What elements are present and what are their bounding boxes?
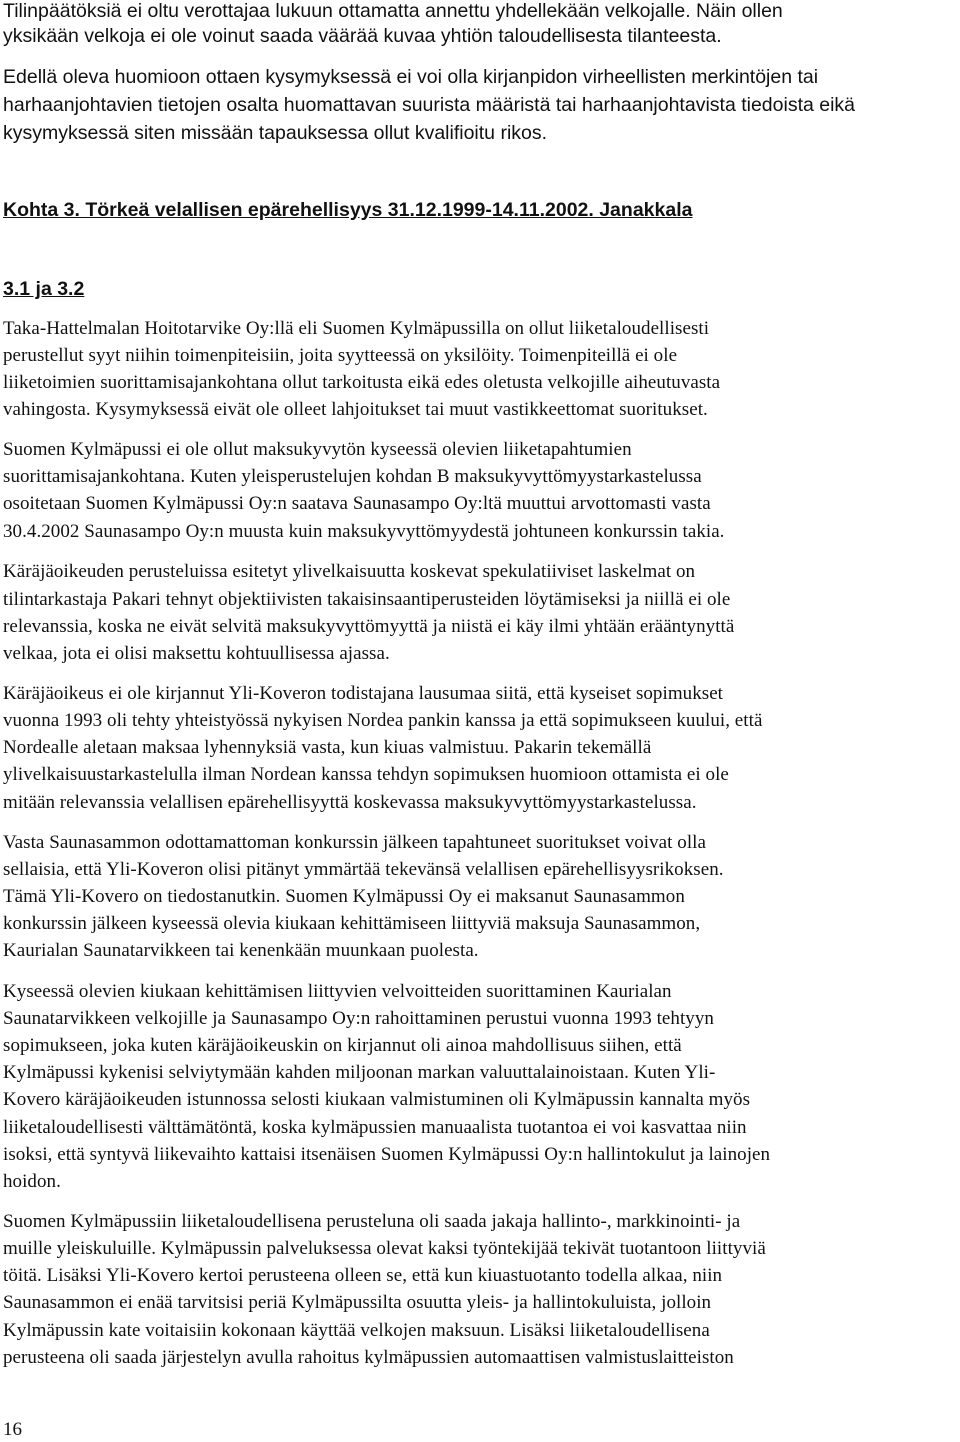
intro-line: Tilinpäätöksiä ei oltu verottajaa lukuun ottamatta annettu yhdellekään velkojalle. Näin ollen [3,0,783,22]
body-line: vahingosta. Kysymyksessä eivät ole olleet lahjoitukset tai muut vastikkeettomat suoritukset. [3,399,708,420]
body-line: Suomen Kylmäpussiin liiketaloudellisena perusteluna oli saada jakaja hallinto-, markkinointi- ja [3,1211,741,1232]
body-line: Kylmäpussin kate voitaisiin kokonaan käyttää velkojen maksuun. Lisäksi liiketaloudellisena [3,1320,710,1341]
body-line: liiketaloudellisesti välttämätöntä, koska kylmäpussien manuaalista tuotantoa ei voi kasvattaa niin [3,1117,747,1138]
body-line: perusteena oli saada järjestelyn avulla rahoitus kylmäpussien automaattisen valmistuslaitteiston [3,1347,734,1368]
body-line: Kovero käräjäoikeuden istunnossa selosti kiukaan valmistuminen oli Kylmäpussin kannalta myös [3,1089,751,1110]
intro-line: harhaanjohtavien tietojen osalta huomattavan suurista määristä tai harhaanjohtavista tiedoista eikä [3,94,856,116]
body-line: isoksi, että syntyvä liikevaihto kattaisi itsenäisen Suomen Kylmäpussi Oy:n hallintokulut ja lainojen [3,1144,771,1165]
body-line: Kyseessä olevien kiukaan kehittämisen liittyvien velvoitteiden suorittaminen Kaurialan [3,981,672,1002]
intro-line: kysymyksessä siten missään tapauksessa ollut kvalifioitu rikos. [3,122,548,144]
body-line: velkaa, jota ei olisi maksettu kohtuullisessa ajassa. [3,643,390,664]
body-line: perustellut syyt niihin toimenpiteisiin, joita syytteessä on yksilöity. Toimenpiteillä ei ole [3,345,678,366]
body-line: 30.4.2002 Saunasampo Oy:n muusta kuin maksukyvyttömyydestä johtuneen konkurssin takia. [3,521,725,542]
body-line: töitä. Lisäksi Yli-Kovero kertoi perusteena olleen se, että kun kiuastuotanto todella alkaa, niin [3,1265,723,1286]
body-line: tilintarkastaja Pakari tehnyt objektiivisten takaisinsaantiperusteiden löytämiseksi ja niillä ei ole [3,589,731,610]
body-line: Kylmäpussi kykenisi selviytymään kahden miljoonan markan valuuttalainoistaan. Kuten Yli- [3,1062,716,1083]
body-line: sellaisia, että Yli-Koveron olisi pitänyt ymmärtää tekevänsä velallisen epärehellisyysrikoksen. [3,859,724,880]
body-line: suorittamisajankohtana. Kuten yleisperustelujen kohdan B maksukyvyttömyystarkastelussa [3,466,702,487]
body-line: Tämä Yli-Kovero on tiedostanutkin. Suomen Kylmäpussi Oy ei maksanut Saunasammon [3,886,685,907]
body-line: vuonna 1993 oli tehty yhteistyössä nykyisen Nordea pankin kanssa ja että sopimukseen kuului, että [3,710,763,731]
body-line: konkurssin jälkeen kyseessä olevia kiukaan kehittämiseen liittyviä maksuja Saunasammon, [3,913,701,934]
body-line: Käräjäoikeus ei ole kirjannut Yli-Koveron todistajana lausumaa siitä, että kyseiset sopimukset [3,683,724,704]
intro-line: yksikään velkoja ei ole voinut saada väärää kuvaa yhtiön taloudellisesta tilanteesta. [3,25,722,47]
body-line: Saunasammon ei enää tarvitsisi periä Kylmäpussilta osuutta yleis- ja hallintokuluista, jolloin [3,1292,712,1313]
body-line: Nordealle aletaan maksaa lyhennyksiä vasta, kun kiuas valmistuu. Pakarin tekemällä [3,737,652,758]
body-line: Suomen Kylmäpussi ei ole ollut maksukyvytön kyseessä olevien liiketapahtumien [3,439,632,460]
body-line: osoitetaan Suomen Kylmäpussi Oy:n saatava Saunasampo Oy:ltä muuttui arvottomasti vasta [3,493,711,514]
body-line: hoidon. [3,1171,61,1192]
body-line: muille yleiskuluille. Kylmäpussin palveluksessa olevat kaksi työntekijää tekivät tuotantoon liittyviä [3,1238,766,1259]
body-line: Kaurialan Saunatarvikkeen tai kenenkään muunkaan puolesta. [3,940,479,961]
body-line: relevanssia, koska ne eivät selvitä maksukyvyttömyyttä ja niistä ei käy ilmi yhtään erääntynyttä [3,616,735,637]
section-heading: Kohta 3. Törkeä velallisen epärehellisyys 31.12.1999-14.11.2002. Janakkala [3,199,693,221]
body-line: Saunatarvikkeen velkojille ja Saunasampo Oy:n rahoittaminen perustui vuonna 1993 tehtyyn [3,1008,714,1029]
intro-line: Edellä oleva huomioon ottaen kysymyksessä ei voi olla kirjanpidon virheellisten merkintöjen tai [3,66,819,88]
body-line: Käräjäoikeuden perusteluissa esitetyt ylivelkaisuutta koskevat spekulatiiviset laskelmat on [3,561,696,582]
body-line: Taka-Hattelmalan Hoitotarvike Oy:llä eli Suomen Kylmäpussilla on ollut liiketaloudellisesti [3,318,710,339]
body-line: Vasta Saunasammon odottamattoman konkurssin jälkeen tapahtuneet suoritukset voivat olla [3,832,706,853]
body-line: mitään relevanssia velallisen epärehellisyyttä koskevassa maksukyvyttömyystarkastelussa. [3,792,697,813]
body-line: ylivelkaisuustarkastelulla ilman Nordean kanssa tehdyn sopimuksen huomioon ottamista ei ole [3,764,729,785]
body-line: sopimukseen, joka kuten käräjäoikeuskin on kirjannut oli ainoa mahdollisuus siihen, että [3,1035,682,1056]
subsection-heading: 3.1 ja 3.2 [3,278,85,300]
body-line: liiketoimien suorittamisajankohtana ollut tarkoitusta eikä edes oletusta velkojille aiheutuvasta [3,372,721,393]
page-number: 16 [3,1419,22,1440]
